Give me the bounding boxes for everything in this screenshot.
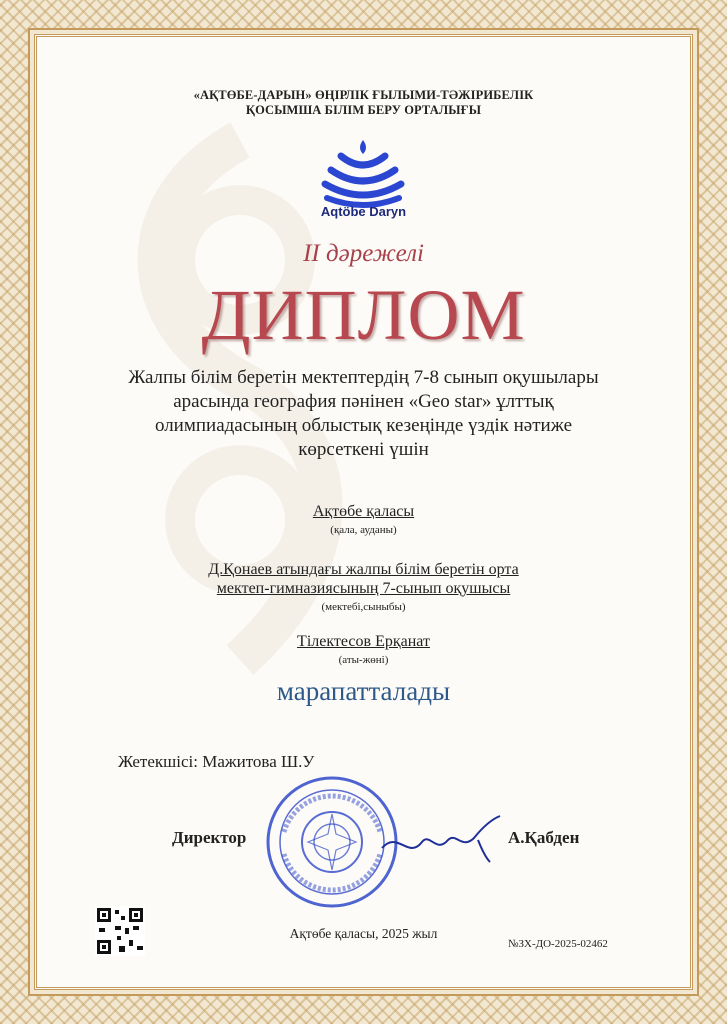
- organization-line-2: ҚОСЫМША БІЛІМ БЕРУ ОРТАЛЫҒЫ: [245, 103, 482, 117]
- city-value: Ақтөбе қаласы: [312, 503, 415, 520]
- award-reason-line-1: Жалпы білім беретін мектептердің 7-8 сынып оқушылары: [128, 367, 599, 388]
- supervisor: Жетекшісі: Мажитова Ш.У: [118, 752, 315, 771]
- signature-icon: [378, 810, 508, 870]
- diploma-degree: II дәрежелі: [303, 240, 424, 267]
- awarded-text: марапатталады: [276, 676, 451, 706]
- award-reason: [80, 366, 647, 462]
- diploma-number: №ЗХ-ДО-2025-02462: [508, 938, 608, 950]
- school-caption: (мектебі,сыныбы): [321, 601, 406, 613]
- award-reason-line-3: олимпиадасының облыстық кезеңінде үздік нәтиже: [154, 415, 573, 436]
- director-name: А.Қабден: [508, 828, 580, 847]
- school-field: [0, 560, 727, 613]
- place-and-year: Ақтөбе қаласы, 2025 жыл: [289, 926, 438, 941]
- school-value-line-1: Д.Қонаев атындағы жалпы білім беретін орта: [208, 561, 519, 578]
- school-value-line-2: мектеп-гимназиясының 7-сынып оқушысы: [216, 580, 511, 597]
- student-caption: (аты-жөні): [338, 654, 389, 666]
- student-field: [0, 632, 727, 666]
- city-caption: (қала, ауданы): [330, 524, 397, 536]
- award-reason-line-4: көрсеткені үшін: [298, 439, 429, 460]
- logo-text: Aqtöbe Daryn: [320, 204, 407, 219]
- director-label: Директор: [172, 828, 247, 847]
- diploma-title: ДИПЛОМ: [201, 275, 526, 355]
- city-field: [0, 502, 727, 536]
- student-name: Тілектесов Ерқанат: [297, 633, 430, 650]
- organization-line-1: «АҚТӨБЕ-ДАРЫН» ӨҢІРЛІК ҒЫЛЫМИ-ТӘЖІРИБЕЛІК: [193, 88, 534, 102]
- award-reason-line-2: арасында география пәнінен «Geo star» ұлттық: [173, 391, 554, 412]
- organization-header: [0, 88, 727, 118]
